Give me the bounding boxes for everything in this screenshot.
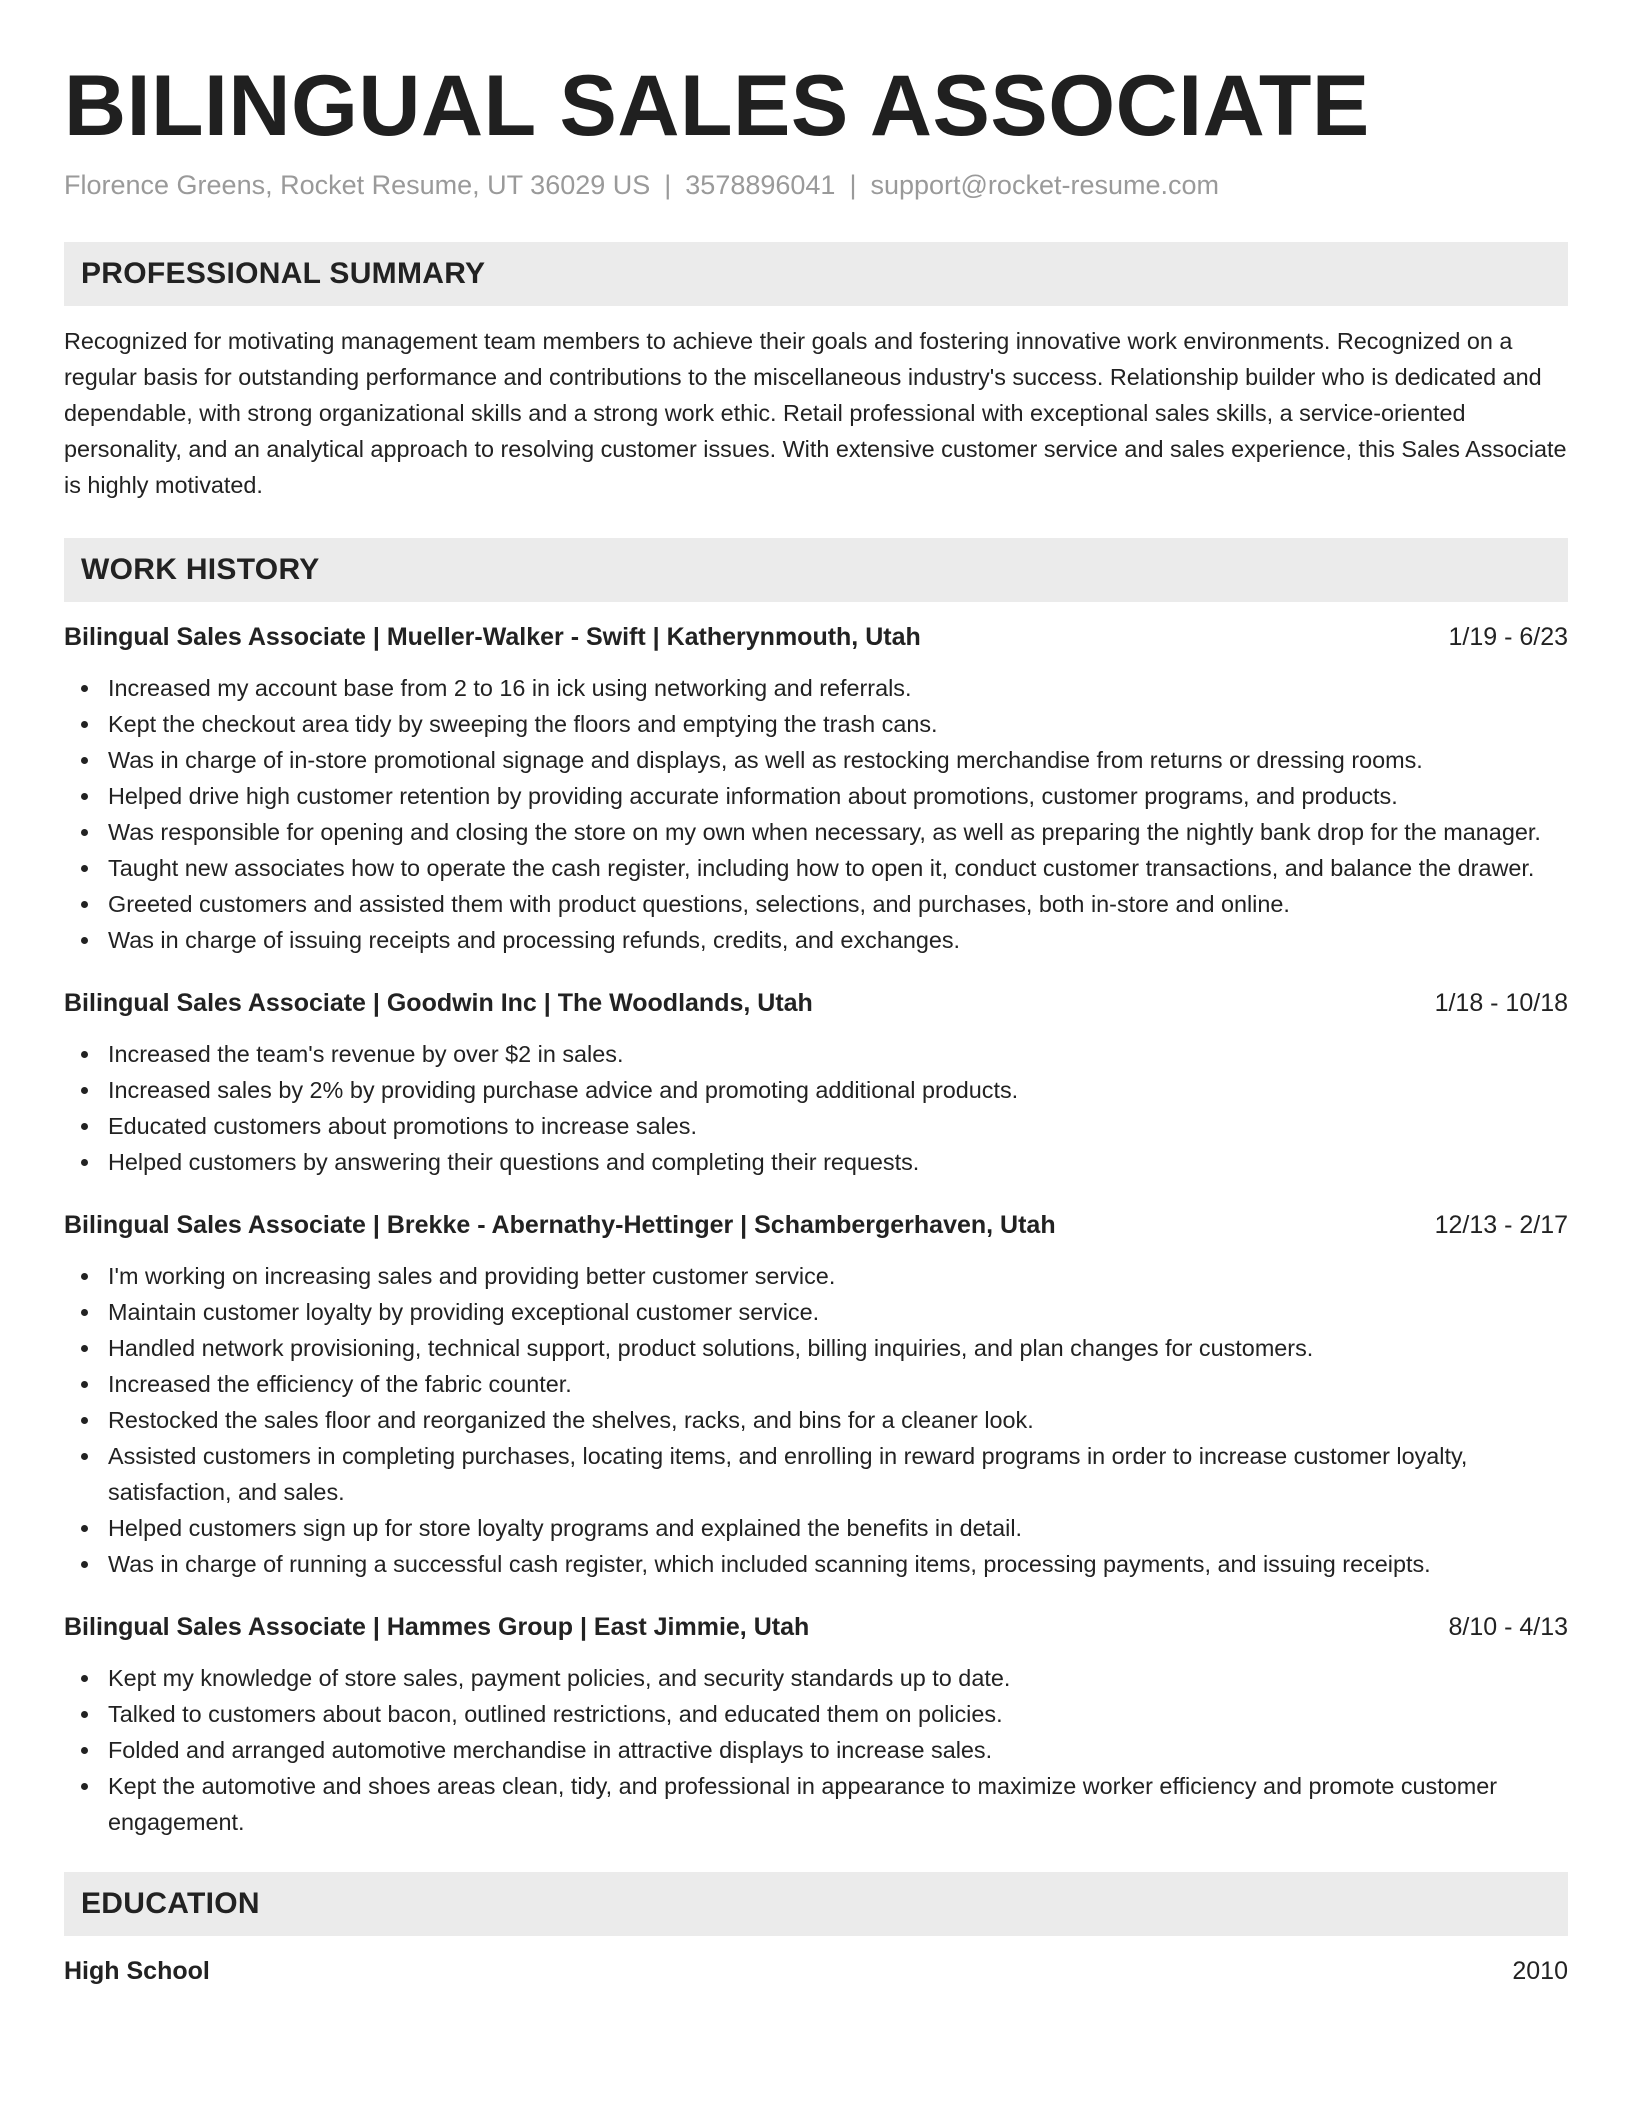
contact-separator: |	[849, 170, 857, 200]
bullet-dot-icon	[81, 1273, 88, 1280]
job-title: Bilingual Sales Associate | Goodwin Inc | The Woodlands, Utah	[64, 989, 813, 1017]
job-bullet	[64, 1036, 1568, 1072]
bullet-dot-icon	[81, 1087, 88, 1094]
job-title: Bilingual Sales Associate | Brekke - Abernathy-Hettinger | Schambergerhaven, Utah	[64, 1211, 1056, 1239]
job-entry	[64, 1610, 1568, 1840]
job-bullet-text: Increased the efficiency of the fabric counter.	[108, 1371, 572, 1397]
education-degree: High School	[64, 1957, 210, 1985]
work-history-list	[64, 620, 1568, 1840]
job-bullet	[64, 1768, 1568, 1840]
job-title: Bilingual Sales Associate | Hammes Group | East Jimmie, Utah	[64, 1613, 810, 1641]
job-bullet	[64, 886, 1568, 922]
job-bullet	[64, 850, 1568, 886]
bullet-dot-icon	[81, 1309, 88, 1316]
job-bullet-text: Assisted customers in completing purchases, locating items, and enrolling in reward programs in order to increase customer loyalty, satisfaction, and sales.	[108, 1443, 1468, 1505]
job-bullet-text: Folded and arranged automotive merchandise in attractive displays to increase sales.	[108, 1737, 993, 1763]
job-bullet-list	[64, 1258, 1568, 1582]
job-bullet-text: Helped drive high customer retention by providing accurate information about promotions, customer programs, and products.	[108, 783, 1398, 809]
job-header	[64, 620, 1568, 654]
education-entry	[64, 1954, 1568, 1988]
job-bullet-text: Helped customers by answering their questions and completing their requests.	[108, 1149, 920, 1175]
bullet-dot-icon	[81, 901, 88, 908]
job-bullet	[64, 814, 1568, 850]
job-header	[64, 986, 1568, 1020]
bullet-dot-icon	[81, 1525, 88, 1532]
job-bullet-text: Educated customers about promotions to increase sales.	[108, 1113, 697, 1139]
job-dates: 1/19 - 6/23	[1448, 623, 1568, 651]
job-bullet	[64, 670, 1568, 706]
job-header	[64, 1610, 1568, 1644]
education-year: 2010	[1512, 1957, 1568, 1985]
job-bullet	[64, 1732, 1568, 1768]
job-title: Bilingual Sales Associate | Mueller-Walker - Swift | Katherynmouth, Utah	[64, 623, 921, 651]
bullet-dot-icon	[81, 685, 88, 692]
job-bullet-list	[64, 670, 1568, 958]
contact-email: support@rocket-resume.com	[870, 170, 1219, 200]
job-dates: 1/18 - 10/18	[1434, 989, 1568, 1017]
job-bullet-text: Restocked the sales floor and reorganized the shelves, racks, and bins for a cleaner look.	[108, 1407, 1034, 1433]
job-bullet	[64, 742, 1568, 778]
job-bullet-text: Kept the checkout area tidy by sweeping the floors and emptying the trash cans.	[108, 711, 938, 737]
bullet-dot-icon	[81, 1159, 88, 1166]
bullet-dot-icon	[81, 1747, 88, 1754]
resume-page	[64, 56, 1568, 1988]
bullet-dot-icon	[81, 865, 88, 872]
job-bullet-text: Increased sales by 2% by providing purchase advice and promoting additional products.	[108, 1077, 1019, 1103]
job-bullet	[64, 1258, 1568, 1294]
summary-text: Recognized for motivating management team members to achieve their goals and fostering innovative work environments. Recognized on a regular basis for outstanding performance and contributions to the miscellaneous industry's success. Relationship builder who is dedicated and dependable, with strong organizational skills and a strong work ethic. Retail professional with exceptional sales skills, a service-oriented personality, and an analytical approach to resolving customer issues. With extensive customer service and sales experience, this Sales Associate is highly motivated.	[64, 328, 1567, 498]
job-bullet-text: Maintain customer loyalty by providing exceptional customer service.	[108, 1299, 820, 1325]
bullet-dot-icon	[81, 1675, 88, 1682]
job-bullet-text: Kept my knowledge of store sales, payment policies, and security standards up to date.	[108, 1665, 1011, 1691]
job-bullet	[64, 1144, 1568, 1180]
section-header-summary: PROFESSIONAL SUMMARY	[64, 242, 1568, 306]
job-bullet-text: Talked to customers about bacon, outlined restrictions, and educated them on policies.	[108, 1701, 1003, 1727]
job-bullet-text: Was in charge of running a successful cash register, which included scanning items, processing payments, and issuing receipts.	[108, 1551, 1431, 1577]
contact-address: Florence Greens, Rocket Resume, UT 36029 US	[64, 170, 651, 200]
bullet-dot-icon	[81, 1345, 88, 1352]
job-bullet-text: Was responsible for opening and closing the store on my own when necessary, as well as preparing the nightly bank drop for the manager.	[108, 819, 1541, 845]
bullet-dot-icon	[81, 757, 88, 764]
job-bullet	[64, 1660, 1568, 1696]
job-bullet-text: I'm working on increasing sales and providing better customer service.	[108, 1263, 836, 1289]
job-header	[64, 1208, 1568, 1242]
bullet-dot-icon	[81, 1123, 88, 1130]
job-entry	[64, 1208, 1568, 1582]
section-header-work-history: WORK HISTORY	[64, 538, 1568, 602]
job-bullet-text: Increased my account base from 2 to 16 in ick using networking and referrals.	[108, 675, 912, 701]
bullet-dot-icon	[81, 1561, 88, 1568]
job-dates: 8/10 - 4/13	[1448, 1613, 1568, 1641]
job-bullet	[64, 1366, 1568, 1402]
bullet-dot-icon	[81, 1381, 88, 1388]
bullet-dot-icon	[81, 793, 88, 800]
job-bullet	[64, 1696, 1568, 1732]
job-bullet-list	[64, 1036, 1568, 1180]
job-bullet	[64, 1294, 1568, 1330]
job-bullet	[64, 1072, 1568, 1108]
job-bullet	[64, 1330, 1568, 1366]
bullet-dot-icon	[81, 1453, 88, 1460]
job-bullet-text: Greeted customers and assisted them with product questions, selections, and purchases, both in-store and online.	[108, 891, 1290, 917]
job-bullet	[64, 1108, 1568, 1144]
bullet-dot-icon	[81, 1711, 88, 1718]
job-bullet	[64, 922, 1568, 958]
job-entry	[64, 986, 1568, 1180]
job-bullet-text: Handled network provisioning, technical support, product solutions, billing inquiries, and plan changes for customers.	[108, 1335, 1314, 1361]
contact-phone: 3578896041	[685, 170, 836, 200]
job-bullet-list	[64, 1660, 1568, 1840]
bullet-dot-icon	[81, 1417, 88, 1424]
job-bullet	[64, 706, 1568, 742]
bullet-dot-icon	[81, 937, 88, 944]
job-bullet-text: Kept the automotive and shoes areas clean, tidy, and professional in appearance to maximize worker efficiency and promote customer engagement.	[108, 1773, 1498, 1835]
job-dates: 12/13 - 2/17	[1434, 1211, 1568, 1239]
resume-name-heading: BILINGUAL SALES ASSOCIATE	[64, 58, 1370, 154]
job-entry	[64, 620, 1568, 958]
job-bullet	[64, 778, 1568, 814]
job-bullet	[64, 1546, 1568, 1582]
bullet-dot-icon	[81, 829, 88, 836]
job-bullet	[64, 1438, 1568, 1510]
job-bullet-text: Was in charge of in-store promotional signage and displays, as well as restocking merchandise from returns or dressing rooms.	[108, 747, 1423, 773]
section-header-education: EDUCATION	[64, 1872, 1568, 1936]
bullet-dot-icon	[81, 1783, 88, 1790]
bullet-dot-icon	[81, 1051, 88, 1058]
job-bullet	[64, 1402, 1568, 1438]
job-bullet-text: Was in charge of issuing receipts and processing refunds, credits, and exchanges.	[108, 927, 961, 953]
contact-separator: |	[664, 170, 672, 200]
contact-line	[64, 168, 1568, 202]
job-bullet-text: Helped customers sign up for store loyalty programs and explained the benefits in detail.	[108, 1515, 1023, 1541]
job-bullet-text: Increased the team's revenue by over $2 in sales.	[108, 1041, 624, 1067]
bullet-dot-icon	[81, 721, 88, 728]
job-bullet	[64, 1510, 1568, 1546]
job-bullet-text: Taught new associates how to operate the cash register, including how to open it, conduct customer transactions, and balance the drawer.	[108, 855, 1535, 881]
